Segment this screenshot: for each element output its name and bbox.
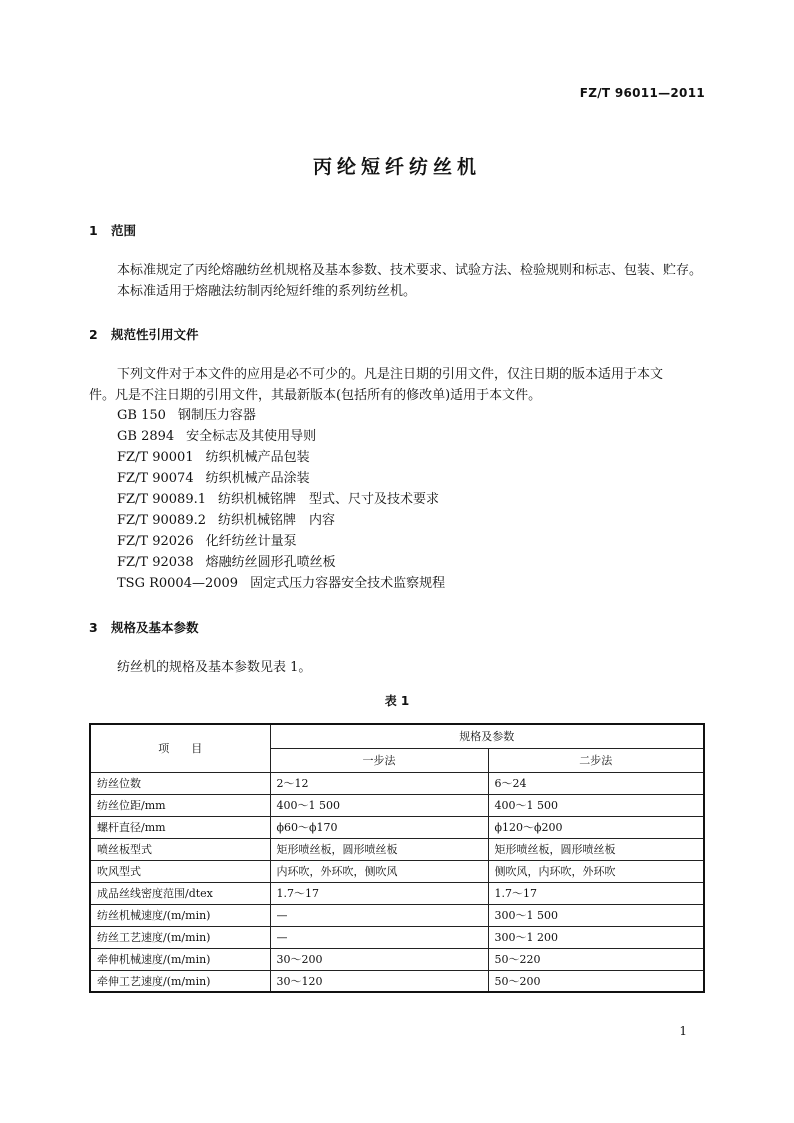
row-one-step: — xyxy=(270,904,488,926)
row-two-step: 1.7～17 xyxy=(488,882,704,904)
reference-code: FZ/T 90089.2 xyxy=(117,513,206,528)
row-item: 牵伸机械速度/(m/min) xyxy=(90,948,270,970)
reference-code: GB 2894 xyxy=(117,429,175,444)
reference-code: TSG R0004—2009 xyxy=(117,576,239,591)
reference-code: GB 150 xyxy=(117,408,166,423)
section-3-heading xyxy=(89,618,199,636)
row-item: 纺丝位数 xyxy=(90,772,270,794)
row-one-step: ϕ60～ϕ170 xyxy=(270,816,488,838)
reference-code: FZ/T 92038 xyxy=(117,555,194,570)
reference-code: FZ/T 90001 xyxy=(117,450,194,465)
table-row xyxy=(90,926,704,948)
reference-code: FZ/T 90089.1 xyxy=(117,492,206,507)
row-item: 纺丝位距/mm xyxy=(90,794,270,816)
reference-item xyxy=(117,406,256,426)
row-item: 纺丝机械速度/(m/min) xyxy=(90,904,270,926)
row-item: 纺丝工艺速度/(m/min) xyxy=(90,926,270,948)
col-header-one-step: 一步法 xyxy=(270,748,488,772)
reference-item xyxy=(117,427,316,447)
section-title: 规格及基本参数 xyxy=(111,620,199,635)
table-row xyxy=(90,794,704,816)
table-row xyxy=(90,970,704,992)
section-3-paragraph: 纺丝机的规格及基本参数见表 1。 xyxy=(117,660,312,675)
table-row xyxy=(90,904,704,926)
table-row xyxy=(90,838,704,860)
reference-title: 化纤纺丝计量泵 xyxy=(205,534,297,549)
section-2-heading xyxy=(89,325,199,343)
section-number: 1 xyxy=(89,223,98,238)
group-header: 规格及参数 xyxy=(270,724,704,748)
reference-title: 钢制压力容器 xyxy=(177,408,256,423)
reference-title: 安全标志及其使用导则 xyxy=(186,429,317,444)
row-two-step: 矩形喷丝板，圆形喷丝板 xyxy=(488,838,704,860)
row-two-step: 50～200 xyxy=(488,970,704,992)
section-number: 2 xyxy=(89,327,98,342)
item-header: 项 目 xyxy=(90,724,270,772)
spec-table xyxy=(89,723,705,993)
row-two-step: 300～1 200 xyxy=(488,926,704,948)
row-item: 牵伸工艺速度/(m/min) xyxy=(90,970,270,992)
section-1-heading xyxy=(89,221,136,239)
reference-item xyxy=(117,448,310,468)
reference-title: 纺织机械产品包装 xyxy=(205,450,310,465)
row-one-step: 1.7～17 xyxy=(270,882,488,904)
standard-code: FZ/T 96011—2011 xyxy=(579,86,705,100)
col-header-two-step: 二步法 xyxy=(488,748,704,772)
section-1-paragraph-2: 本标准适用于熔融法纺制丙纶短纤维的系列纺丝机。 xyxy=(117,284,417,299)
row-two-step: ϕ120～ϕ200 xyxy=(488,816,704,838)
row-two-step: 300～1 500 xyxy=(488,904,704,926)
section-1-paragraph-1: 本标准规定了丙纶熔融纺丝机规格及基本参数、技术要求、试验方法、检验规则和标志、包装、贮存。 xyxy=(117,263,703,278)
table-row xyxy=(90,882,704,904)
reference-item xyxy=(117,490,439,510)
section-2-intro-line-1: 下列文件对于本文件的应用是必不可少的。凡是注日期的引用文件，仅注日期的版本适用于本文 xyxy=(117,367,664,382)
reference-item xyxy=(117,511,335,531)
reference-code: FZ/T 92026 xyxy=(117,534,194,549)
reference-title: 熔融纺丝圆形孔喷丝板 xyxy=(205,555,336,570)
section-2-intro-line-2: 件。凡是不注日期的引用文件，其最新版本(包括所有的修改单)适用于本文件。 xyxy=(89,388,542,403)
reference-title: 纺织机械铭牌 内容 xyxy=(218,513,336,528)
table-row xyxy=(90,772,704,794)
section-title: 范围 xyxy=(111,223,137,238)
row-item: 喷丝板型式 xyxy=(90,838,270,860)
reference-item xyxy=(117,469,310,489)
reference-title: 纺织机械产品涂装 xyxy=(205,471,310,486)
reference-item xyxy=(117,574,445,594)
row-two-step: 400～1 500 xyxy=(488,794,704,816)
document-title: 丙纶短纤纺丝机 xyxy=(312,156,481,178)
row-item: 吹风型式 xyxy=(90,860,270,882)
section-title: 规范性引用文件 xyxy=(111,327,199,342)
row-two-step: 侧吹风，内环吹，外环吹 xyxy=(488,860,704,882)
row-one-step: — xyxy=(270,926,488,948)
row-one-step: 2～12 xyxy=(270,772,488,794)
row-one-step: 30～200 xyxy=(270,948,488,970)
reference-item xyxy=(117,553,336,573)
row-two-step: 6～24 xyxy=(488,772,704,794)
row-one-step: 内环吹，外环吹，侧吹风 xyxy=(270,860,488,882)
table-row xyxy=(90,860,704,882)
reference-title: 固定式压力容器安全技术监察规程 xyxy=(250,576,446,591)
section-number: 3 xyxy=(89,620,98,635)
row-one-step: 30～120 xyxy=(270,970,488,992)
table-caption: 表 1 xyxy=(384,694,410,708)
table-row xyxy=(90,948,704,970)
row-two-step: 50～220 xyxy=(488,948,704,970)
reference-item xyxy=(117,532,297,552)
row-item: 螺杆直径/mm xyxy=(90,816,270,838)
reference-code: FZ/T 90074 xyxy=(117,471,194,486)
table-row xyxy=(90,816,704,838)
table-header-row xyxy=(90,724,704,748)
row-one-step: 400～1 500 xyxy=(270,794,488,816)
row-one-step: 矩形喷丝板，圆形喷丝板 xyxy=(270,838,488,860)
row-item: 成品丝线密度范围/dtex xyxy=(90,882,270,904)
reference-title: 纺织机械铭牌 型式、尺寸及技术要求 xyxy=(218,492,440,507)
page-number: 1 xyxy=(679,1024,687,1038)
